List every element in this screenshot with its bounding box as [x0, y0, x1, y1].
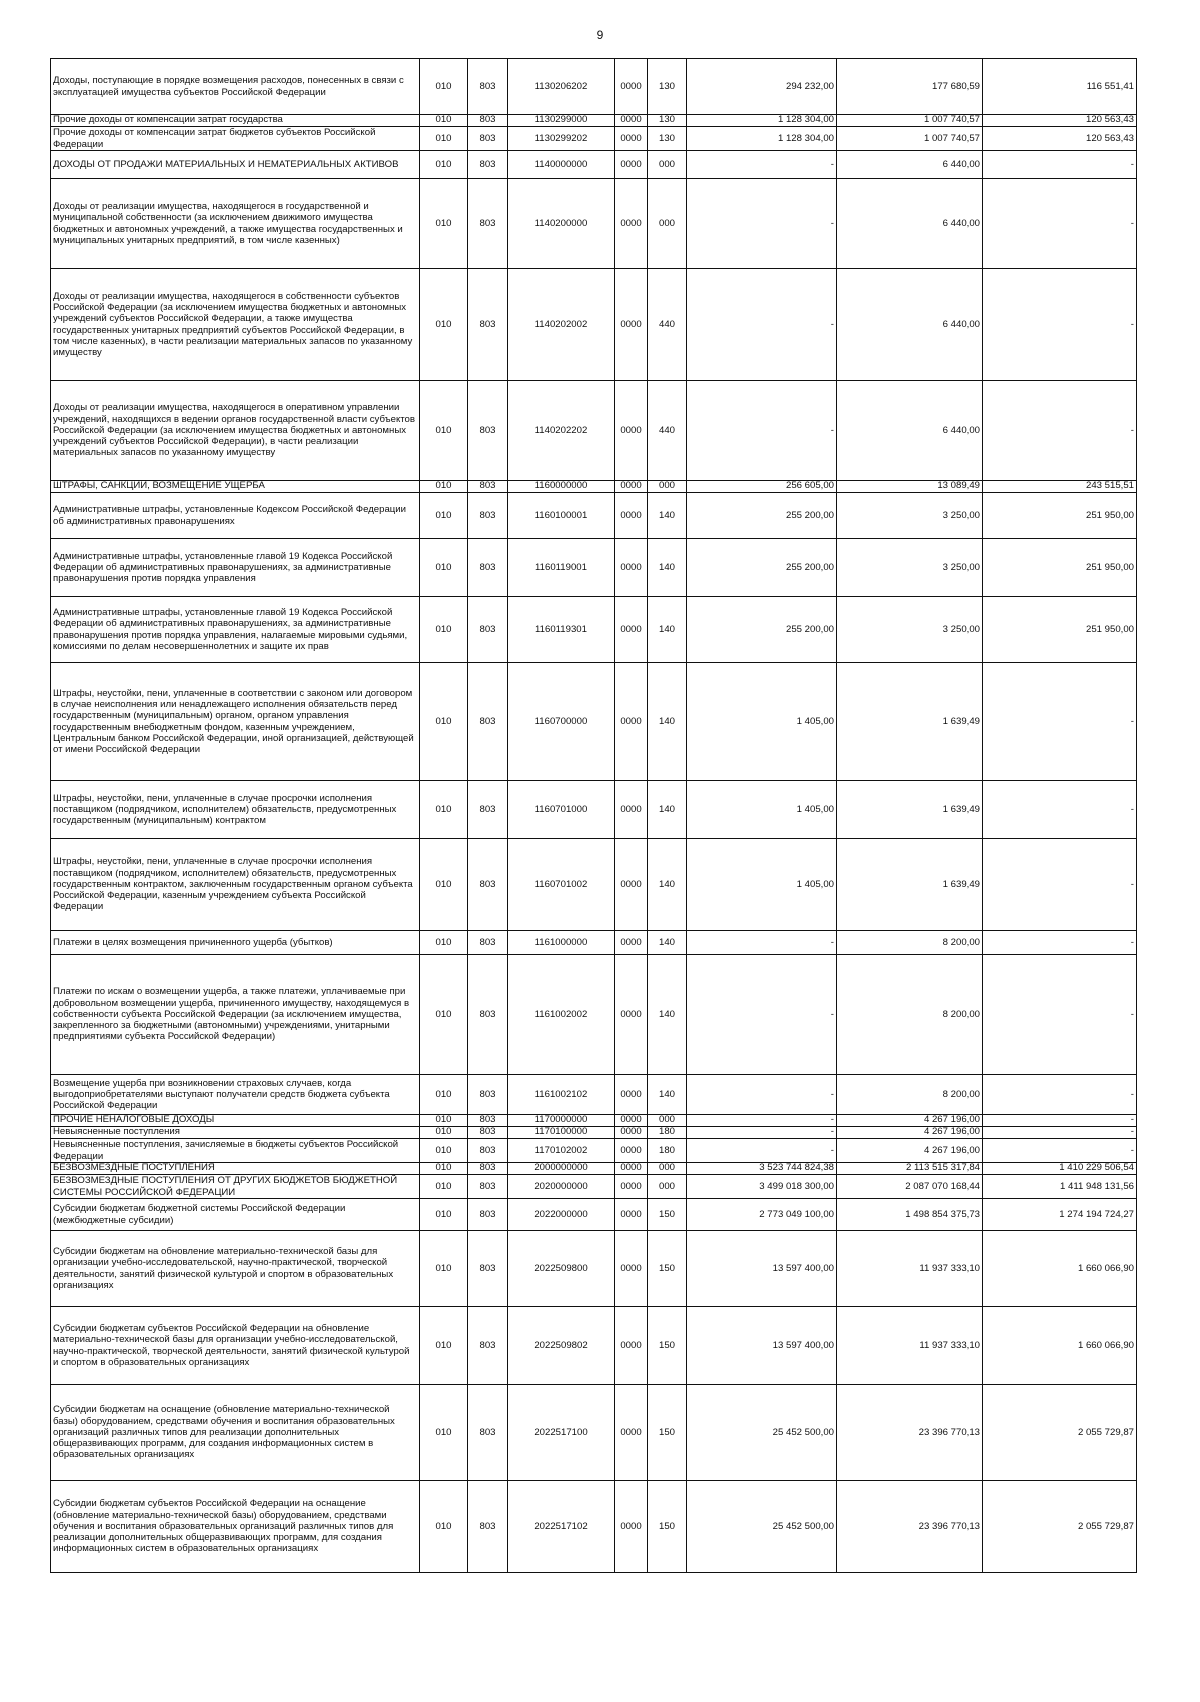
plan-value-cell: - [687, 381, 837, 481]
admin-code-cell: 803 [468, 1075, 508, 1115]
admin-code-cell: 803 [468, 663, 508, 781]
executed-value-cell: 3 250,00 [837, 539, 983, 597]
revenue-table [50, 58, 1137, 1573]
row-name: Доходы, поступающие в порядке возмещения расходов, понесенных в связи с эксплуатацией имущества субъектов Российской Федерации [51, 59, 420, 115]
admin-code-cell: 803 [468, 1127, 508, 1139]
table-row [51, 115, 1137, 127]
kosgu-code-cell: 440 [648, 381, 687, 481]
row-name: Административные штрафы, установленные главой 19 Кодекса Российской Федерации об административных правонарушениях, за административные правонарушения против порядка управления, налагаемые мировыми судьями, комиссиями по делам несовершеннолетних и защите их прав [51, 597, 420, 663]
admin-code-cell: 803 [468, 1139, 508, 1163]
table-row [51, 1075, 1137, 1115]
kbk-code-cell: 1140202002 [508, 269, 615, 381]
kbk-code-cell: 1140200000 [508, 179, 615, 269]
kosgu-code-cell: 000 [648, 1175, 687, 1199]
kosgu-code-cell: 440 [648, 269, 687, 381]
kbk-code-cell: 2022509800 [508, 1231, 615, 1307]
executed-value-cell: 3 250,00 [837, 597, 983, 663]
plan-value-cell: - [687, 1139, 837, 1163]
kbk-code-cell: 1160000000 [508, 481, 615, 493]
code-cell: 010 [420, 955, 468, 1075]
program-code-cell: 0000 [615, 1175, 648, 1199]
remaining-value-cell: - [983, 269, 1137, 381]
remaining-value-cell: 120 563,43 [983, 115, 1137, 127]
code-cell: 010 [420, 151, 468, 179]
row-name: ПРОЧИЕ НЕНАЛОГОВЫЕ ДОХОДЫ [51, 1115, 420, 1127]
table-row [51, 931, 1137, 955]
executed-value-cell: 13 089,49 [837, 481, 983, 493]
program-code-cell: 0000 [615, 839, 648, 931]
admin-code-cell: 803 [468, 839, 508, 931]
remaining-value-cell: 1 274 194 724,27 [983, 1199, 1137, 1231]
plan-value-cell: 1 128 304,00 [687, 115, 837, 127]
program-code-cell: 0000 [615, 597, 648, 663]
program-code-cell: 0000 [615, 931, 648, 955]
admin-code-cell: 803 [468, 955, 508, 1075]
kosgu-code-cell: 140 [648, 597, 687, 663]
remaining-value-cell: - [983, 781, 1137, 839]
table-row [51, 1175, 1137, 1199]
code-cell: 010 [420, 381, 468, 481]
table-row [51, 493, 1137, 539]
remaining-value-cell: 1 660 066,90 [983, 1307, 1137, 1385]
row-name: Прочие доходы от компенсации затрат государства [51, 115, 420, 127]
plan-value-cell: 3 499 018 300,00 [687, 1175, 837, 1199]
program-code-cell: 0000 [615, 955, 648, 1075]
kosgu-code-cell: 000 [648, 151, 687, 179]
kosgu-code-cell: 000 [648, 179, 687, 269]
admin-code-cell: 803 [468, 1385, 508, 1481]
program-code-cell: 0000 [615, 493, 648, 539]
page-number: 9 [596, 28, 604, 42]
program-code-cell: 0000 [615, 1075, 648, 1115]
table-row [51, 1307, 1137, 1385]
code-cell: 010 [420, 1481, 468, 1573]
executed-value-cell: 11 937 333,10 [837, 1307, 983, 1385]
admin-code-cell: 803 [468, 493, 508, 539]
table-row [51, 269, 1137, 381]
table-row [51, 127, 1137, 151]
kbk-code-cell: 2000000000 [508, 1163, 615, 1175]
kbk-code-cell: 1161002102 [508, 1075, 615, 1115]
code-cell: 010 [420, 493, 468, 539]
remaining-value-cell: - [983, 151, 1137, 179]
row-name: Субсидии бюджетам на оснащение (обновление материально-технической базы) оборудованием, средствами обучения и воспитания образовательных организаций различных типов для реализации дополнительных общеразвивающих программ, для создания информационных систем в образовательных организациях [51, 1385, 420, 1481]
remaining-value-cell: 2 055 729,87 [983, 1481, 1137, 1573]
kbk-code-cell: 1160119001 [508, 539, 615, 597]
plan-value-cell: 1 405,00 [687, 781, 837, 839]
code-cell: 010 [420, 1115, 468, 1127]
kosgu-code-cell: 140 [648, 493, 687, 539]
plan-value-cell: - [687, 179, 837, 269]
row-name: Административные штрафы, установленные главой 19 Кодекса Российской Федерации об административных правонарушениях, за административные правонарушения против порядка управления [51, 539, 420, 597]
row-name: БЕЗВОЗМЕЗДНЫЕ ПОСТУПЛЕНИЯ ОТ ДРУГИХ БЮДЖЕТОВ БЮДЖЕТНОЙ СИСТЕМЫ РОССИЙСКОЙ ФЕДЕРАЦИИ [51, 1175, 420, 1199]
admin-code-cell: 803 [468, 1115, 508, 1127]
executed-value-cell: 1 639,49 [837, 781, 983, 839]
kbk-code-cell: 2020000000 [508, 1175, 615, 1199]
kosgu-code-cell: 140 [648, 955, 687, 1075]
kosgu-code-cell: 000 [648, 1115, 687, 1127]
program-code-cell: 0000 [615, 481, 648, 493]
admin-code-cell: 803 [468, 1199, 508, 1231]
kosgu-code-cell: 150 [648, 1481, 687, 1573]
kbk-code-cell: 1130299202 [508, 127, 615, 151]
code-cell: 010 [420, 1075, 468, 1115]
row-name: Субсидии бюджетам на обновление материально-технической базы для организации учебно-исследовательской, научно-практической, творческой деятельности, занятий физической культурой и спортом в образовательных организациях [51, 1231, 420, 1307]
table-row [51, 1139, 1137, 1163]
table-row [51, 597, 1137, 663]
plan-value-cell: - [687, 151, 837, 179]
kbk-code-cell: 1170100000 [508, 1127, 615, 1139]
kosgu-code-cell: 140 [648, 663, 687, 781]
plan-value-cell: 1 128 304,00 [687, 127, 837, 151]
plan-value-cell: - [687, 931, 837, 955]
admin-code-cell: 803 [468, 179, 508, 269]
row-name: Штрафы, неустойки, пени, уплаченные в случае просрочки исполнения поставщиком (подрядчиком, исполнителем) обязательств, предусмотренных государственным контрактом, заключенным государственным органом субъекта Российской Федерации, казенным учреждением субъекта Российской Федерации [51, 839, 420, 931]
remaining-value-cell: - [983, 663, 1137, 781]
executed-value-cell: 6 440,00 [837, 269, 983, 381]
code-cell: 010 [420, 1163, 468, 1175]
kosgu-code-cell: 130 [648, 127, 687, 151]
program-code-cell: 0000 [615, 1139, 648, 1163]
table-row [51, 381, 1137, 481]
executed-value-cell: 2 113 515 317,84 [837, 1163, 983, 1175]
kbk-code-cell: 1170102002 [508, 1139, 615, 1163]
code-cell: 010 [420, 481, 468, 493]
row-name: Субсидии бюджетам субъектов Российской Федерации на обновление материально-технической базы для организации учебно-исследовательской, научно-практической, творческой деятельности, занятий физической культурой и спортом в образовательных организациях [51, 1307, 420, 1385]
row-name: Прочие доходы от компенсации затрат бюджетов субъектов Российской Федерации [51, 127, 420, 151]
executed-value-cell: 177 680,59 [837, 59, 983, 115]
executed-value-cell: 8 200,00 [837, 955, 983, 1075]
executed-value-cell: 3 250,00 [837, 493, 983, 539]
table-row [51, 1481, 1137, 1573]
executed-value-cell: 1 007 740,57 [837, 115, 983, 127]
row-name: Платежи в целях возмещения причиненного ущерба (убытков) [51, 931, 420, 955]
table-row [51, 1199, 1137, 1231]
remaining-value-cell: 1 410 229 506,54 [983, 1163, 1137, 1175]
table-row [51, 151, 1137, 179]
table-row [51, 1231, 1137, 1307]
plan-value-cell: - [687, 1115, 837, 1127]
admin-code-cell: 803 [468, 151, 508, 179]
remaining-value-cell: - [983, 381, 1137, 481]
kbk-code-cell: 1130206202 [508, 59, 615, 115]
row-name: Доходы от реализации имущества, находящегося в государственной и муниципальной собственности (за исключением движимого имущества бюджетных и автономных учреждений, а также имущества государственных и муниципальных унитарных предприятий, в том числе казенных) [51, 179, 420, 269]
table-row [51, 481, 1137, 493]
executed-value-cell: 8 200,00 [837, 1075, 983, 1115]
admin-code-cell: 803 [468, 1481, 508, 1573]
remaining-value-cell: - [983, 1115, 1137, 1127]
kosgu-code-cell: 000 [648, 481, 687, 493]
row-name: Субсидии бюджетам бюджетной системы Российской Федерации (межбюджетные субсидии) [51, 1199, 420, 1231]
kbk-code-cell: 1160119301 [508, 597, 615, 663]
kbk-code-cell: 1160701002 [508, 839, 615, 931]
remaining-value-cell: - [983, 839, 1137, 931]
row-name: Невыясненные поступления [51, 1127, 420, 1139]
code-cell: 010 [420, 269, 468, 381]
executed-value-cell: 23 396 770,13 [837, 1481, 983, 1573]
code-cell: 010 [420, 663, 468, 781]
kbk-code-cell: 1160701000 [508, 781, 615, 839]
program-code-cell: 0000 [615, 381, 648, 481]
plan-value-cell: 2 773 049 100,00 [687, 1199, 837, 1231]
admin-code-cell: 803 [468, 597, 508, 663]
code-cell: 010 [420, 931, 468, 955]
program-code-cell: 0000 [615, 1307, 648, 1385]
program-code-cell: 0000 [615, 115, 648, 127]
kosgu-code-cell: 140 [648, 839, 687, 931]
code-cell: 010 [420, 781, 468, 839]
program-code-cell: 0000 [615, 179, 648, 269]
executed-value-cell: 1 639,49 [837, 663, 983, 781]
admin-code-cell: 803 [468, 1231, 508, 1307]
plan-value-cell: - [687, 955, 837, 1075]
code-cell: 010 [420, 1231, 468, 1307]
plan-value-cell: 13 597 400,00 [687, 1231, 837, 1307]
remaining-value-cell: - [983, 1075, 1137, 1115]
program-code-cell: 0000 [615, 781, 648, 839]
kosgu-code-cell: 000 [648, 1163, 687, 1175]
row-name: Штрафы, неустойки, пени, уплаченные в соответствии с законом или договором в случае неисполнения или ненадлежащего исполнения обязательств перед государственным (муниципальным) органом, органом управления государственным внебюджетным фондом, казенным учреждением, Центральным банком Российской Федерации, иной организацией, действующей от имени Российской Федерации [51, 663, 420, 781]
table-row [51, 179, 1137, 269]
row-name: Субсидии бюджетам субъектов Российской Федерации на оснащение (обновление материально-технической базы) оборудованием, средствами обучения и воспитания образовательных организаций различных типов для реализации дополнительных общеразвивающих программ, для создания информационных систем в образовательных организациях [51, 1481, 420, 1573]
plan-value-cell: 255 200,00 [687, 539, 837, 597]
admin-code-cell: 803 [468, 1307, 508, 1385]
kbk-code-cell: 1161000000 [508, 931, 615, 955]
plan-value-cell: 255 200,00 [687, 597, 837, 663]
kbk-code-cell: 2022517100 [508, 1385, 615, 1481]
table-row [51, 955, 1137, 1075]
code-cell: 010 [420, 179, 468, 269]
executed-value-cell: 4 267 196,00 [837, 1139, 983, 1163]
table-row [51, 1385, 1137, 1481]
code-cell: 010 [420, 839, 468, 931]
plan-value-cell: 256 605,00 [687, 481, 837, 493]
admin-code-cell: 803 [468, 59, 508, 115]
code-cell: 010 [420, 1385, 468, 1481]
kosgu-code-cell: 140 [648, 539, 687, 597]
program-code-cell: 0000 [615, 1199, 648, 1231]
code-cell: 010 [420, 1307, 468, 1385]
executed-value-cell: 1 639,49 [837, 839, 983, 931]
remaining-value-cell: 120 563,43 [983, 127, 1137, 151]
code-cell: 010 [420, 127, 468, 151]
code-cell: 010 [420, 1139, 468, 1163]
executed-value-cell: 6 440,00 [837, 381, 983, 481]
remaining-value-cell: 1 660 066,90 [983, 1231, 1137, 1307]
admin-code-cell: 803 [468, 381, 508, 481]
plan-value-cell: 1 405,00 [687, 839, 837, 931]
remaining-value-cell: 116 551,41 [983, 59, 1137, 115]
plan-value-cell: 25 452 500,00 [687, 1481, 837, 1573]
table-row [51, 1163, 1137, 1175]
kosgu-code-cell: 150 [648, 1199, 687, 1231]
row-name: ДОХОДЫ ОТ ПРОДАЖИ МАТЕРИАЛЬНЫХ И НЕМАТЕРИАЛЬНЫХ АКТИВОВ [51, 151, 420, 179]
admin-code-cell: 803 [468, 481, 508, 493]
admin-code-cell: 803 [468, 1175, 508, 1199]
remaining-value-cell: - [983, 1139, 1137, 1163]
row-name: Невыясненные поступления, зачисляемые в бюджеты субъектов Российской Федерации [51, 1139, 420, 1163]
code-cell: 010 [420, 59, 468, 115]
program-code-cell: 0000 [615, 1115, 648, 1127]
remaining-value-cell: - [983, 179, 1137, 269]
code-cell: 010 [420, 1127, 468, 1139]
remaining-value-cell: 251 950,00 [983, 597, 1137, 663]
row-name: БЕЗВОЗМЕЗДНЫЕ ПОСТУПЛЕНИЯ [51, 1163, 420, 1175]
code-cell: 010 [420, 1175, 468, 1199]
kbk-code-cell: 1140000000 [508, 151, 615, 179]
remaining-value-cell: - [983, 1127, 1137, 1139]
admin-code-cell: 803 [468, 931, 508, 955]
kbk-code-cell: 1161002002 [508, 955, 615, 1075]
remaining-value-cell: - [983, 955, 1137, 1075]
admin-code-cell: 803 [468, 781, 508, 839]
admin-code-cell: 803 [468, 269, 508, 381]
executed-value-cell: 4 267 196,00 [837, 1127, 983, 1139]
code-cell: 010 [420, 539, 468, 597]
kbk-code-cell: 1130299000 [508, 115, 615, 127]
executed-value-cell: 23 396 770,13 [837, 1385, 983, 1481]
program-code-cell: 0000 [615, 663, 648, 781]
program-code-cell: 0000 [615, 539, 648, 597]
kosgu-code-cell: 140 [648, 931, 687, 955]
kosgu-code-cell: 150 [648, 1231, 687, 1307]
row-name: Платежи по искам о возмещении ущерба, а также платежи, уплачиваемые при добровольном возмещении ущерба, причиненного имуществу, находящемуся в собственности субъекта Российской Федерации (за исключением имущества, закрепленного за бюджетными (автономными) учреждениями, унитарными предприятиями субъекта Российской Федерации) [51, 955, 420, 1075]
kosgu-code-cell: 130 [648, 59, 687, 115]
executed-value-cell: 4 267 196,00 [837, 1115, 983, 1127]
program-code-cell: 0000 [615, 269, 648, 381]
kosgu-code-cell: 150 [648, 1385, 687, 1481]
plan-value-cell: 3 523 744 824,38 [687, 1163, 837, 1175]
kbk-code-cell: 1160100001 [508, 493, 615, 539]
program-code-cell: 0000 [615, 1231, 648, 1307]
remaining-value-cell: 1 411 948 131,56 [983, 1175, 1137, 1199]
plan-value-cell: - [687, 1075, 837, 1115]
remaining-value-cell: 251 950,00 [983, 493, 1137, 539]
plan-value-cell: 255 200,00 [687, 493, 837, 539]
plan-value-cell: 294 232,00 [687, 59, 837, 115]
program-code-cell: 0000 [615, 127, 648, 151]
remaining-value-cell: 2 055 729,87 [983, 1385, 1137, 1481]
remaining-value-cell: 243 515,51 [983, 481, 1137, 493]
table-row [51, 1127, 1137, 1139]
row-name: Штрафы, неустойки, пени, уплаченные в случае просрочки исполнения поставщиком (подрядчиком, исполнителем) обязательств, предусмотренных государственным (муниципальным) контрактом [51, 781, 420, 839]
program-code-cell: 0000 [615, 1481, 648, 1573]
table-row [51, 539, 1137, 597]
plan-value-cell: - [687, 269, 837, 381]
admin-code-cell: 803 [468, 127, 508, 151]
remaining-value-cell: - [983, 931, 1137, 955]
kbk-code-cell: 1160700000 [508, 663, 615, 781]
program-code-cell: 0000 [615, 151, 648, 179]
remaining-value-cell: 251 950,00 [983, 539, 1137, 597]
plan-value-cell: - [687, 1127, 837, 1139]
row-name: Возмещение ущерба при возникновении страховых случаев, когда выгодоприобретателями выступают получатели средств бюджета субъекта Российской Федерации [51, 1075, 420, 1115]
table-row [51, 1115, 1137, 1127]
row-name: Административные штрафы, установленные Кодексом Российской Федерации об административных правонарушениях [51, 493, 420, 539]
executed-value-cell: 11 937 333,10 [837, 1231, 983, 1307]
program-code-cell: 0000 [615, 1127, 648, 1139]
kbk-code-cell: 1140202202 [508, 381, 615, 481]
executed-value-cell: 6 440,00 [837, 179, 983, 269]
kosgu-code-cell: 180 [648, 1139, 687, 1163]
table-row [51, 59, 1137, 115]
row-name: Доходы от реализации имущества, находящегося в оперативном управлении учреждений, находящихся в ведении органов государственной власти субъектов Российской Федерации (за исключением имущества бюджетных и автономных учреждений субъектов Российской Федерации), в части реализации материальных запасов по указанному имуществу [51, 381, 420, 481]
table-row [51, 781, 1137, 839]
code-cell: 010 [420, 597, 468, 663]
admin-code-cell: 803 [468, 539, 508, 597]
executed-value-cell: 6 440,00 [837, 151, 983, 179]
admin-code-cell: 803 [468, 1163, 508, 1175]
program-code-cell: 0000 [615, 59, 648, 115]
kosgu-code-cell: 150 [648, 1307, 687, 1385]
plan-value-cell: 1 405,00 [687, 663, 837, 781]
kbk-code-cell: 2022517102 [508, 1481, 615, 1573]
kbk-code-cell: 1170000000 [508, 1115, 615, 1127]
table-body [51, 59, 1137, 1573]
kosgu-code-cell: 140 [648, 781, 687, 839]
table-row [51, 839, 1137, 931]
plan-value-cell: 13 597 400,00 [687, 1307, 837, 1385]
kbk-code-cell: 2022000000 [508, 1199, 615, 1231]
code-cell: 010 [420, 115, 468, 127]
executed-value-cell: 2 087 070 168,44 [837, 1175, 983, 1199]
executed-value-cell: 8 200,00 [837, 931, 983, 955]
kosgu-code-cell: 140 [648, 1075, 687, 1115]
row-name: Доходы от реализации имущества, находящегося в собственности субъектов Российской Федерации (за исключением имущества бюджетных и автономных учреждений субъектов Российской Федерации, а также имущества государственных унитарных предприятий субъектов Российской Федерации, в том числе казенных), в части реализации материальных запасов по указанному имуществу [51, 269, 420, 381]
program-code-cell: 0000 [615, 1163, 648, 1175]
program-code-cell: 0000 [615, 1385, 648, 1481]
executed-value-cell: 1 498 854 375,73 [837, 1199, 983, 1231]
kosgu-code-cell: 180 [648, 1127, 687, 1139]
executed-value-cell: 1 007 740,57 [837, 127, 983, 151]
plan-value-cell: 25 452 500,00 [687, 1385, 837, 1481]
kbk-code-cell: 2022509802 [508, 1307, 615, 1385]
admin-code-cell: 803 [468, 115, 508, 127]
table-row [51, 663, 1137, 781]
kosgu-code-cell: 130 [648, 115, 687, 127]
code-cell: 010 [420, 1199, 468, 1231]
row-name: ШТРАФЫ, САНКЦИИ, ВОЗМЕЩЕНИЕ УЩЕРБА [51, 481, 420, 493]
